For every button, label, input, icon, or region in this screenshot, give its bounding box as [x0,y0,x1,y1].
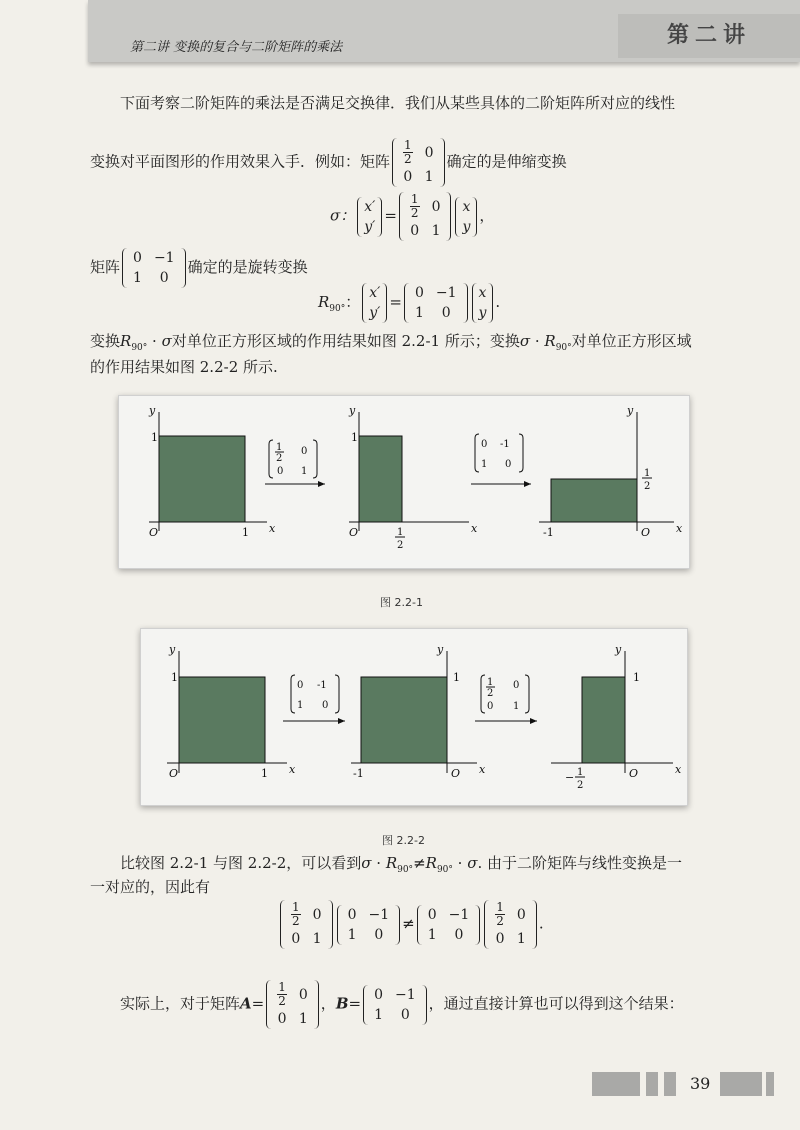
tick-label-1: 1 [171,671,178,684]
x-label: x [269,522,276,535]
vector-xy-prime: x′ y′ [357,197,382,237]
para1-line2-text-a: 变换对平面图形的作用效果入手．例如：矩阵 [90,152,391,171]
tick-label-1: 1 [633,671,640,684]
figure-2-caption: 图 2.2-2 [382,834,425,847]
entry: 0 [322,700,329,711]
para1-line2-text-b: 确定的是伸缩变换 [446,152,567,171]
product-inequality: $\frac{1}{2}$ 0 0 1 0 −1 1 0 ≠ 0 −1 1 0 $\frac{1}{2}$ 0 0 1 . [278,900,544,949]
entry: 0 [487,701,494,712]
matrix-rotation: 0 −1 1 0 [337,905,401,945]
matrix-B: 0 −1 1 0 [363,985,427,1025]
unit-square [179,677,265,763]
matrix-A: $\frac{1}{2}$ 0 0 1 [266,980,319,1029]
tick-label-1: 1 [351,431,358,444]
tick-label-1: 1 [453,671,460,684]
sigma-equation: σ： x′ y′ = $\frac{1}{2}$ 0 0 1 x y ， [330,192,495,239]
matrix-stretch: $\frac{1}{2}$ 0 0 1 [392,138,445,187]
footer-bar [766,1072,774,1096]
para3-line1: 变换$R_{90^\circ} \cdot \sigma$对单位正方形区域的作用结果如图 2.2-1 所示；变换$\sigma \cdot R_{90^\circ}$对单位正方形区域 [90,332,692,353]
x-label: x [676,522,683,535]
fraction-half: $\frac{1}{2}$ [404,138,412,166]
y-label: y [437,643,444,656]
frac-den: 2 [276,453,283,464]
frac-den: 2 [487,688,494,699]
matrix-stretch: $\frac{1}{2}$ 0 0 1 [280,900,333,949]
footer-bar [646,1072,658,1096]
matrix-rotation: 0 −1 1 0 [417,905,481,945]
tick-label-1: 1 [151,431,158,444]
rotation-equation: $R_{90^\circ}$： x′ y′ = 0 −1 1 0 x y . [318,285,501,321]
frac-num: 1 [644,468,651,479]
x-label: x [479,763,486,776]
matrix-stretch-eq: $\frac{1}{2}$ 0 0 1 [399,192,452,241]
tick-label-neg1: -1 [543,526,554,539]
y-label: y [627,404,634,417]
entry: 0 [301,446,308,457]
entry: -1 [500,439,510,450]
x-label: x [471,522,478,535]
figure-2-2-2 [140,628,688,806]
x-label: x [675,763,682,776]
y-label: y [615,643,622,656]
vector-xy-prime-2: x′ y′ [362,283,387,323]
frac-num: 1 [276,442,283,453]
entry: -1 [317,680,327,691]
para4-line1: 比较图 2.2-1 与图 2.2-2，可以看到$\sigma \cdot R_{90^\circ}\ne R_{90^\circ} \cdot \sigma$. 由于二阶矩阵与线性变换是一 [120,854,682,875]
entry: 1 [513,701,520,712]
matrix-rotation-eq: 0 −1 1 0 [404,283,468,323]
para2: 矩阵 0 −1 1 0 确定的是旋转变换 [90,250,308,286]
frac-den: 2 [644,481,651,492]
stretched-rect [582,677,625,763]
tick-label-1: 1 [261,767,268,780]
entry: 0 [481,439,488,450]
para5: 实际上，对于矩阵A= $\frac{1}{2}$ 0 0 1 ，B= 0 −1 1 0 ，通过直接计算也可以得到这个结果： [120,980,684,1027]
origin-label: O [629,767,639,780]
origin-label: O [149,526,159,539]
minus-sign: − [565,771,575,784]
y-label: y [169,643,176,656]
rotated-rect [551,479,637,522]
header-title: 第二讲 变换的复合与二阶矩阵的乘法 [130,40,343,55]
vector-xy: x y [455,197,477,237]
origin-label: O [641,526,651,539]
tick-label-neg1: -1 [353,767,364,780]
frac-num: 1 [487,677,494,688]
entry: 1 [297,700,304,711]
entry: 0 [277,466,284,477]
footer-bar [664,1072,676,1096]
vector-xy-2: x y [472,283,494,323]
frac-den: 2 [577,780,584,791]
entry: 0 [505,459,512,470]
entry: 1 [481,459,488,470]
rotated-square [361,677,447,763]
origin-label: O [349,526,359,539]
frac-num: 1 [397,527,404,538]
entry: 0 [513,680,520,691]
unit-square [159,436,245,522]
para1-line1: 下面考察二阶矩阵的乘法是否满足交换律．我们从某些具体的二阶矩阵所对应的线性 [120,94,676,112]
frac-den: 2 [397,540,404,551]
chapter-label: 第二讲 [618,14,800,58]
origin-label: O [169,767,179,780]
page-number: 39 [690,1074,711,1093]
footer-bar [720,1072,762,1096]
x-label: x [289,763,296,776]
tick-label-1: 1 [242,526,249,539]
entry: 1 [301,466,308,477]
matrix-rotation: 0 −1 1 0 [122,248,186,288]
y-label: y [349,404,356,417]
frac-num: 1 [577,767,584,778]
footer-bar [592,1072,640,1096]
entry: 0 [297,680,304,691]
origin-label: O [451,767,461,780]
stretched-rect [359,436,402,522]
figure-2-2-1 [118,395,690,569]
para4-line2: 一对应的，因此有 [90,878,211,896]
para1-line2 [90,138,567,187]
para3-line2: 的作用结果如图 2.2-2 所示. [90,358,278,376]
y-label: y [149,404,156,417]
figure-1-caption: 图 2.2-1 [380,596,423,609]
matrix-stretch: $\frac{1}{2}$ 0 0 1 [484,900,537,949]
